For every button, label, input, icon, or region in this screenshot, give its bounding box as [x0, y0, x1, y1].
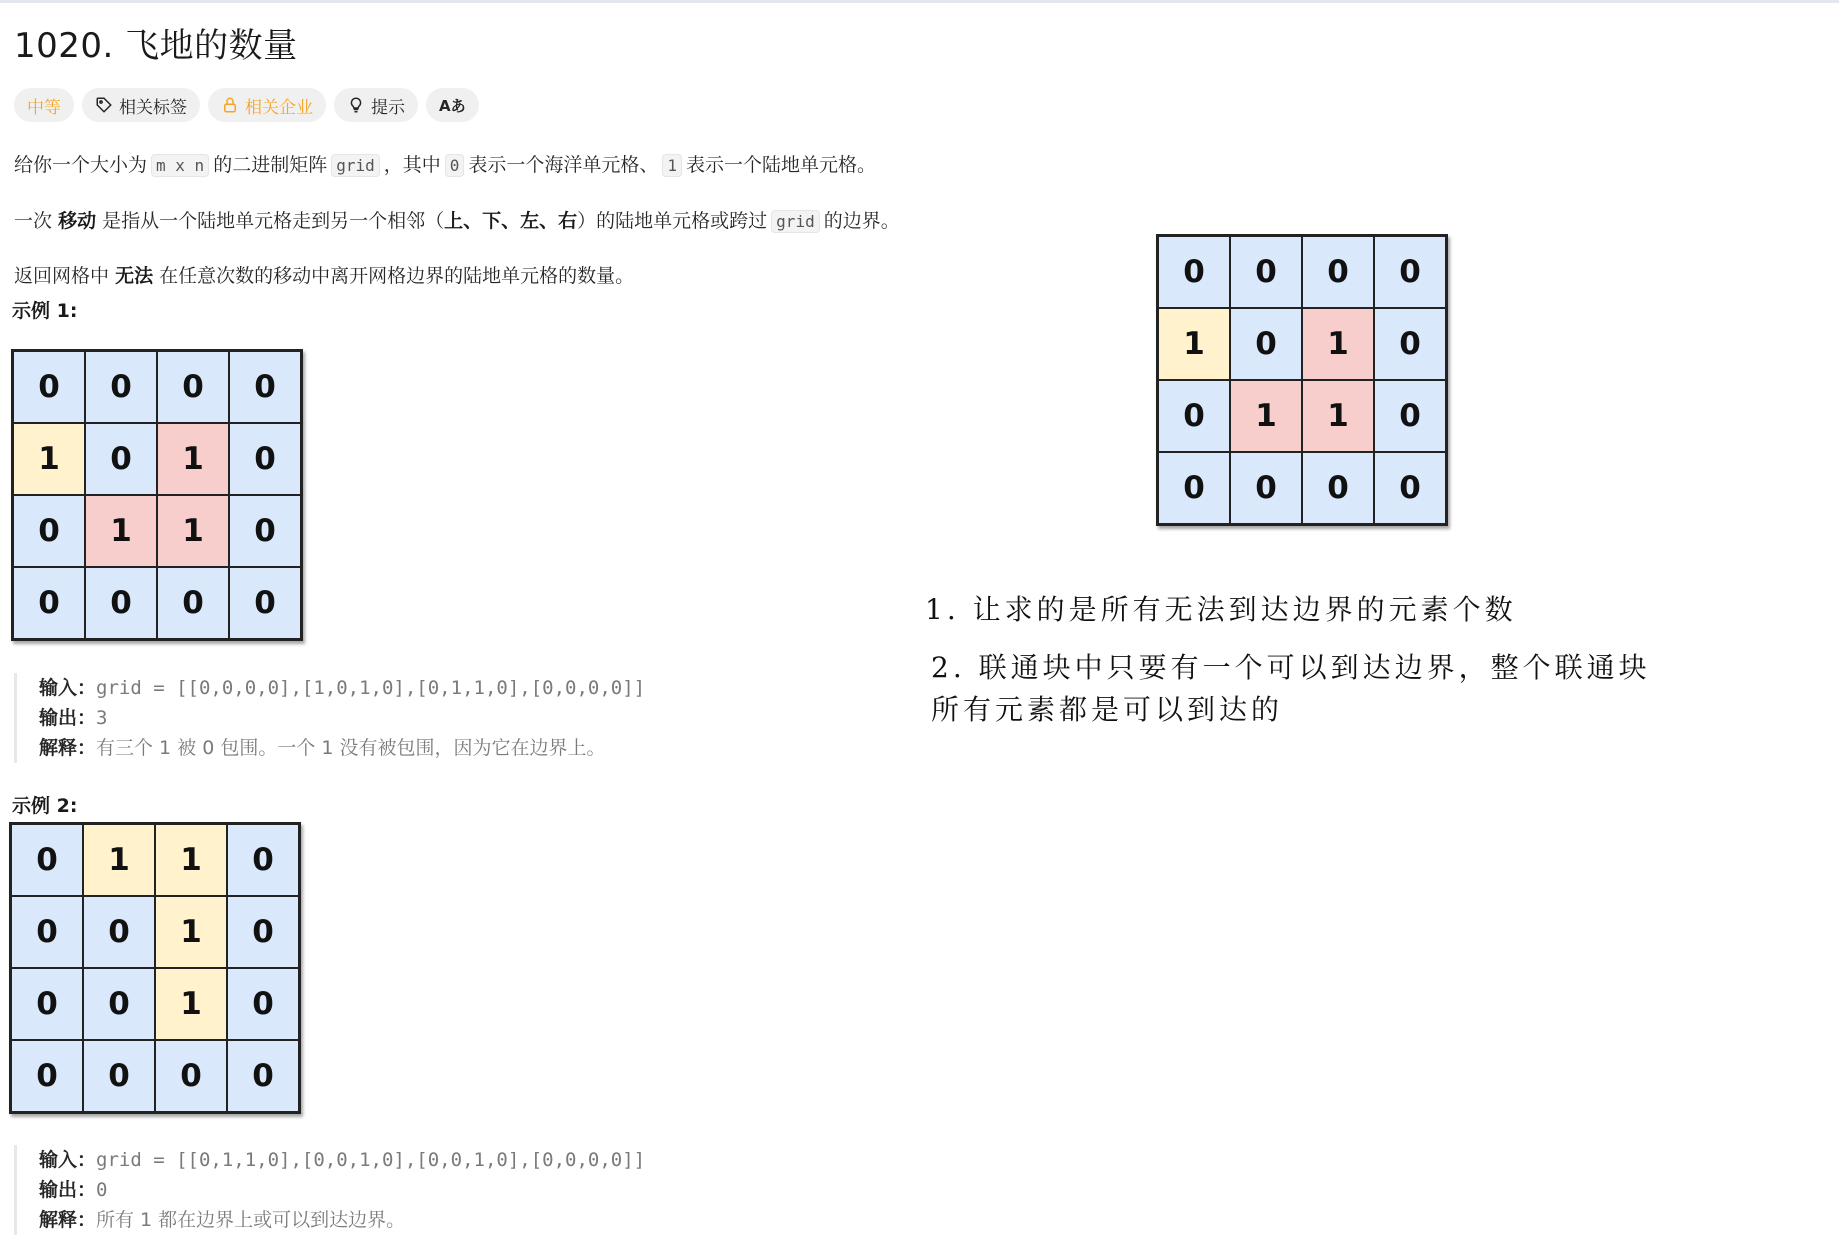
annotation-grid-cell-3-3: 0: [1374, 452, 1446, 524]
example-1-grid-cell-0-2: 0: [157, 351, 229, 423]
lightbulb-icon: [347, 96, 365, 114]
example-1-grid-cell-3-1: 0: [85, 567, 157, 639]
example-2-output: 输出：0: [39, 1179, 108, 1201]
example-2-grid-cell-0-2: 1: [155, 824, 227, 896]
tag-bar: [14, 88, 479, 122]
example-1-explanation: 解释：有三个 1 被 0 包围。一个 1 没有被包围，因为它在边界上。: [39, 737, 606, 759]
example-1-grid-cell-2-3: 0: [229, 495, 301, 567]
example-1-title: 示例 1:: [12, 300, 78, 322]
annotation-grid-cell-0-2: 0: [1302, 236, 1374, 308]
annotation-grid-cell-0-0: 0: [1158, 236, 1230, 308]
hint-button[interactable]: [334, 88, 418, 122]
example-2-grid-cell-1-0: 0: [11, 896, 83, 968]
example-2-explanation: 解释：所有 1 都在边界上或可以到达边界。: [39, 1209, 406, 1231]
example-2-input: 输入：grid = [[0,1,1,0],[0,0,1,0],[0,0,1,0],[0,0,0,0]]: [39, 1149, 646, 1171]
hint-label: 提示: [371, 97, 405, 118]
description-paragraph-1: 给你一个大小为 m x n 的二进制矩阵 grid ，其中 0 表示一个海洋单元格、 1 表示一个陆地单元格。: [14, 154, 877, 176]
note-line-1: 1. 让求的是所有无法到达边界的元素个数: [925, 593, 1517, 626]
example-2-grid-cell-2-3: 0: [227, 968, 299, 1040]
note-line-2: 2. 联通块中只要有一个可以到达边界，整个联通块: [931, 651, 1651, 684]
inline-code: m x n: [151, 154, 209, 177]
translate-button[interactable]: [426, 88, 479, 122]
example-2-grid-cell-3-3: 0: [227, 1040, 299, 1112]
annotation-grid: [1156, 234, 1448, 526]
example-1-grid-cell-3-0: 0: [13, 567, 85, 639]
example-2-grid-cell-0-3: 0: [227, 824, 299, 896]
top-border: [0, 0, 1839, 3]
annotation-grid-cell-1-0: 1: [1158, 308, 1230, 380]
example-2-grid-cell-2-0: 0: [11, 968, 83, 1040]
example-1-grid-cell-1-2: 1: [157, 423, 229, 495]
annotation-grid-cell-2-0: 0: [1158, 380, 1230, 452]
example-1-output: 输出：3: [39, 707, 108, 729]
lock-icon: [221, 96, 239, 114]
example-1-grid-cell-0-1: 0: [85, 351, 157, 423]
annotation-grid-cell-0-3: 0: [1374, 236, 1446, 308]
example-2-grid-cell-0-0: 0: [11, 824, 83, 896]
example-1-grid-cell-2-0: 0: [13, 495, 85, 567]
related-tags-button[interactable]: [82, 88, 200, 122]
note-line-3: 所有元素都是可以到达的: [931, 693, 1284, 726]
annotation-grid-cell-3-2: 0: [1302, 452, 1374, 524]
example-1-grid-cell-0-0: 0: [13, 351, 85, 423]
annotation-grid-cell-1-1: 0: [1230, 308, 1302, 380]
example-2-grid-cell-1-1: 0: [83, 896, 155, 968]
example-1-grid-cell-2-2: 1: [157, 495, 229, 567]
example-2-grid-cell-3-1: 0: [83, 1040, 155, 1112]
annotation-grid-cell-1-3: 0: [1374, 308, 1446, 380]
example-2-io: [14, 1145, 645, 1235]
example-1-grid-cell-1-1: 0: [85, 423, 157, 495]
example-2-grid-cell-1-2: 1: [155, 896, 227, 968]
page-title: 1020. 飞地的数量: [14, 26, 298, 66]
annotation-grid-cell-0-1: 0: [1230, 236, 1302, 308]
difficulty-badge[interactable]: [14, 88, 74, 122]
annotation-grid-cell-1-2: 1: [1302, 308, 1374, 380]
example-2-grid-cell-3-0: 0: [11, 1040, 83, 1112]
example-1-grid-cell-1-0: 1: [13, 423, 85, 495]
inline-code: 0: [445, 154, 465, 177]
related-tags-label: 相关标签: [119, 97, 187, 118]
annotation-grid-cell-2-2: 1: [1302, 380, 1374, 452]
example-1-grid-cell-3-3: 0: [229, 567, 301, 639]
example-1-grid-cell-1-3: 0: [229, 423, 301, 495]
example-1-grid-cell-2-1: 1: [85, 495, 157, 567]
related-companies-button[interactable]: [208, 88, 326, 122]
annotation-grid-cell-3-0: 0: [1158, 452, 1230, 524]
example-2-grid-cell-0-1: 1: [83, 824, 155, 896]
description-paragraph-3: 返回网格中 无法 在任意次数的移动中离开网格边界的陆地单元格的数量。: [14, 265, 635, 287]
example-2-title: 示例 2:: [12, 795, 78, 817]
example-2-grid-cell-2-1: 0: [83, 968, 155, 1040]
example-1-input: 输入：grid = [[0,0,0,0],[1,0,1,0],[0,1,1,0],[0,0,0,0]]: [39, 677, 646, 699]
example-2-grid: [9, 822, 301, 1114]
example-1-io: [14, 673, 645, 763]
example-1-grid-cell-3-2: 0: [157, 567, 229, 639]
inline-code: grid: [331, 154, 380, 177]
example-1-grid-cell-0-3: 0: [229, 351, 301, 423]
annotation-grid-cell-3-1: 0: [1230, 452, 1302, 524]
example-2-grid-cell-1-3: 0: [227, 896, 299, 968]
description-paragraph-2: 一次 移动 是指从一个陆地单元格走到另一个相邻（上、下、左、右）的陆地单元格或跨过 grid 的边界。: [14, 210, 900, 232]
example-2-grid-cell-2-2: 1: [155, 968, 227, 1040]
inline-code: grid: [771, 210, 820, 233]
related-companies-label: 相关企业: [245, 97, 313, 118]
difficulty-label: 中等: [27, 97, 61, 118]
annotation-grid-cell-2-1: 1: [1230, 380, 1302, 452]
tag-icon: [95, 96, 113, 114]
translate-icon: Aあ: [439, 96, 466, 115]
inline-code: 1: [662, 154, 682, 177]
example-2-grid-cell-3-2: 0: [155, 1040, 227, 1112]
annotation-grid-cell-2-3: 0: [1374, 380, 1446, 452]
example-1-grid: [11, 349, 303, 641]
